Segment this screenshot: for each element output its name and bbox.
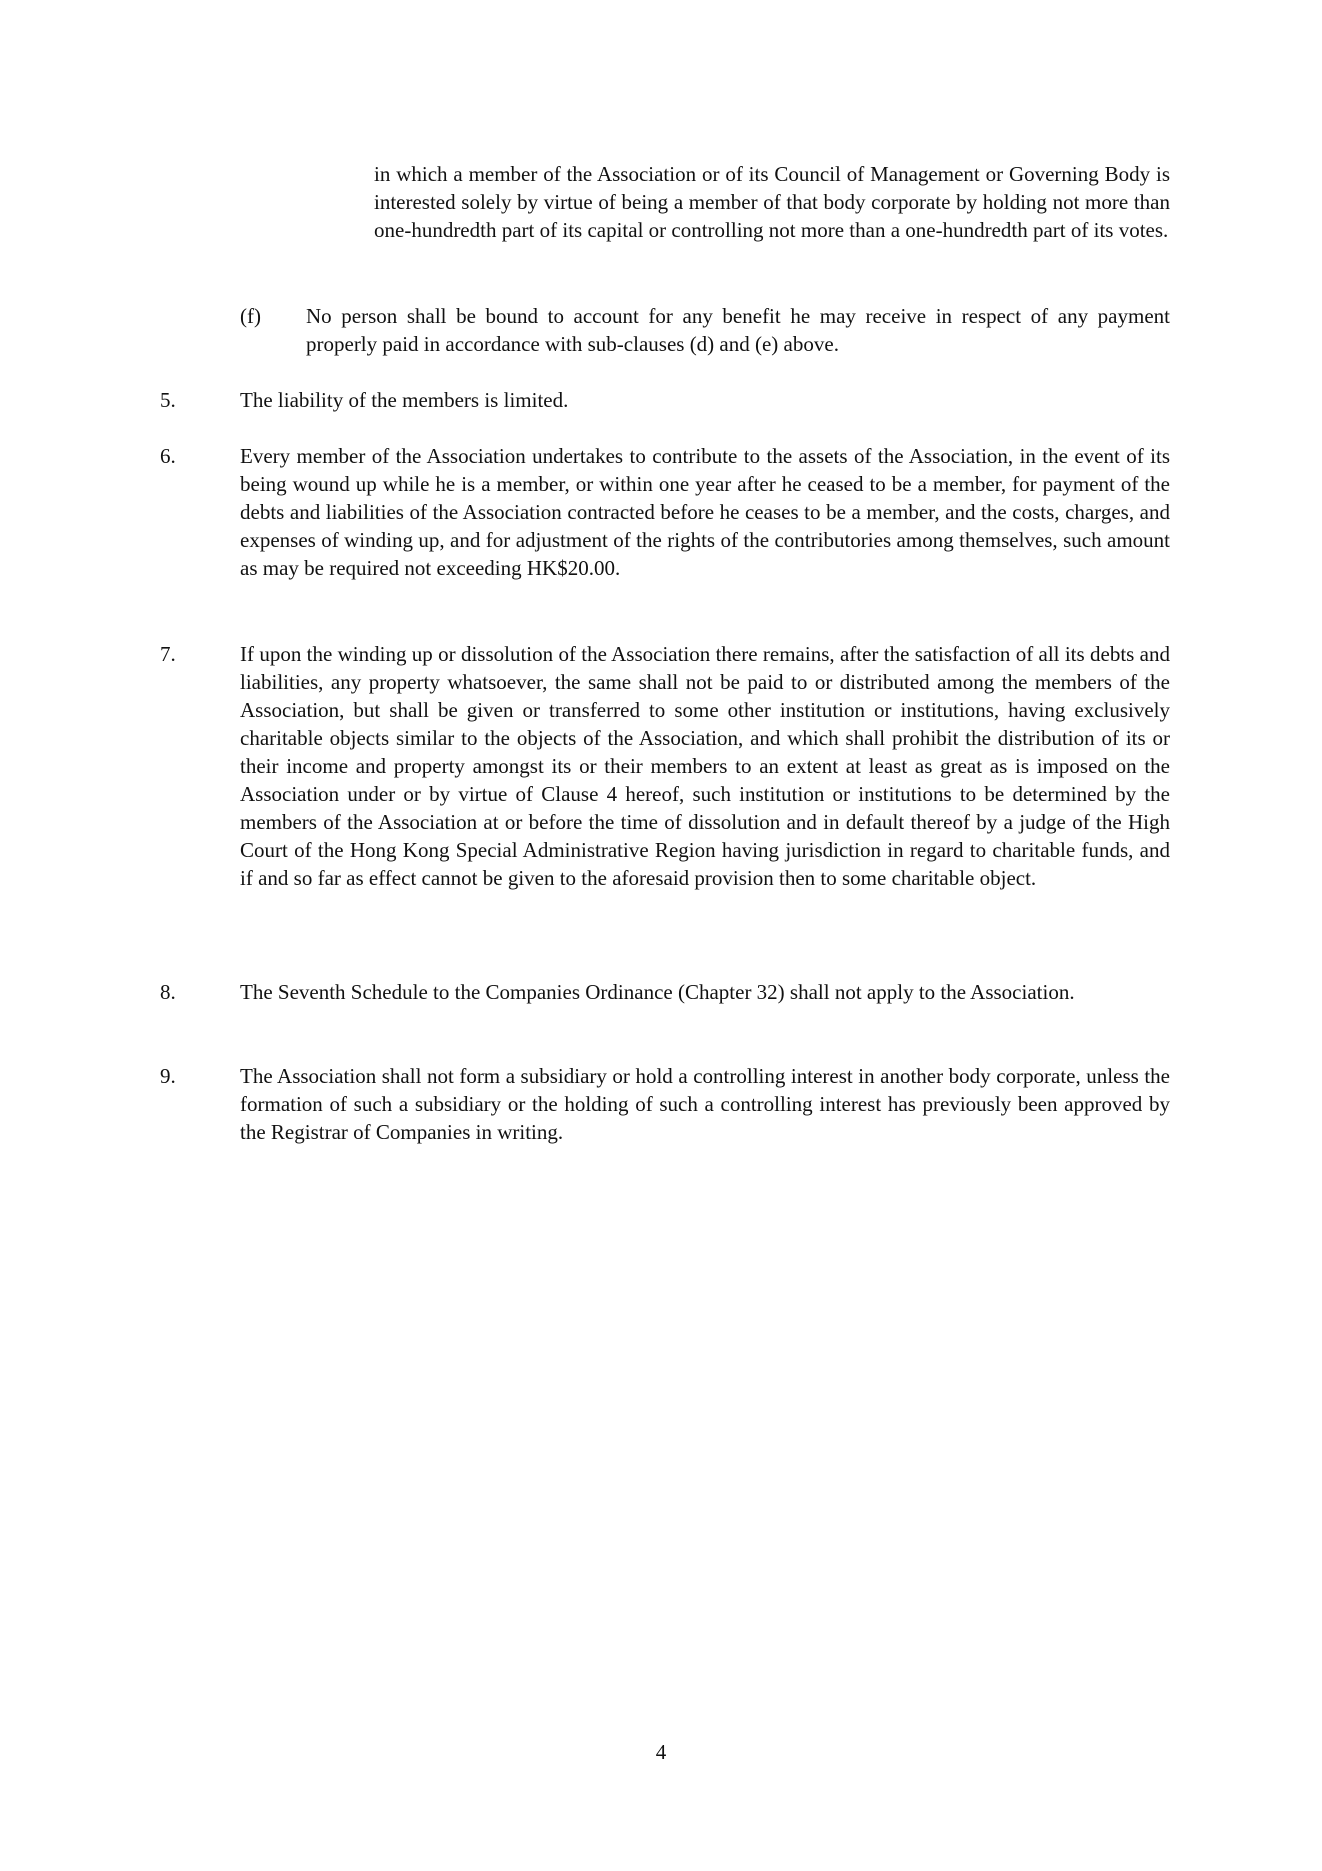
- clause-8-text: The Seventh Schedule to the Companies Ordinance (Chapter 32) shall not apply to the Association.: [240, 980, 1075, 1004]
- subclause-f-text: No person shall be bound to account for any benefit he may receive in respect of any payment properly paid in accordance with sub-clauses (d) and (e) above.: [306, 304, 1170, 356]
- clause-6-text: Every member of the Association undertakes to contribute to the assets of the Association, in the event of its being wound up while he is a member, or within one year after he ceased to be a member, for payment of the debts and liabilities of the Association contracted before he ceases to be a member, and the costs, charges, and expenses of winding up, and for adjustment of the rights of the contributories among themselves, such amount as may be required not exceeding HK$20.00.: [240, 444, 1170, 580]
- clause-9-number: 9.: [160, 1064, 176, 1088]
- clause-9-text: The Association shall not form a subsidiary or hold a controlling interest in another body corporate, unless the formation of such a subsidiary or the holding of such a controlling interest has previously been approved by the Registrar of Companies in writing.: [240, 1064, 1170, 1144]
- clause-5-number: 5.: [160, 388, 176, 412]
- clause-7-number: 7.: [160, 642, 176, 666]
- page-number: 4: [655, 1740, 667, 1764]
- clause-5-text: The liability of the members is limited.: [240, 388, 569, 412]
- clause-7-text: If upon the winding up or dissolution of the Association there remains, after the satisfaction of all its debts and liabilities, any property whatsoever, the same shall not be paid to or distributed among the members of the Association, but shall be given or transferred to some other institution or institutions, having exclusively charitable objects similar to the objects of the Association, and which shall prohibit the distribution of its or their income and property amongst its or their members to an extent at least as great as is imposed on the Association under or by virtue of Clause 4 hereof, such institution or institutions to be determined by the members of the Association at or before the time of dissolution and in default thereof by a judge of the High Court of the Hong Kong Special Administrative Region having jurisdiction in regard to charitable funds, and if and so far as effect cannot be given to the aforesaid provision then to some charitable object.: [240, 642, 1170, 890]
- clause-4-continuation-text: in which a member of the Association or of its Council of Management or Governing Body is interested solely by virtue of being a member of that body corporate by holding not more than one-hundredth part of its capital or controlling not more than a one-hundredth part of its votes.: [374, 162, 1170, 242]
- clause-8-number: 8.: [160, 980, 176, 1004]
- subclause-f-label: (f): [240, 304, 261, 328]
- clause-6-number: 6.: [160, 444, 176, 468]
